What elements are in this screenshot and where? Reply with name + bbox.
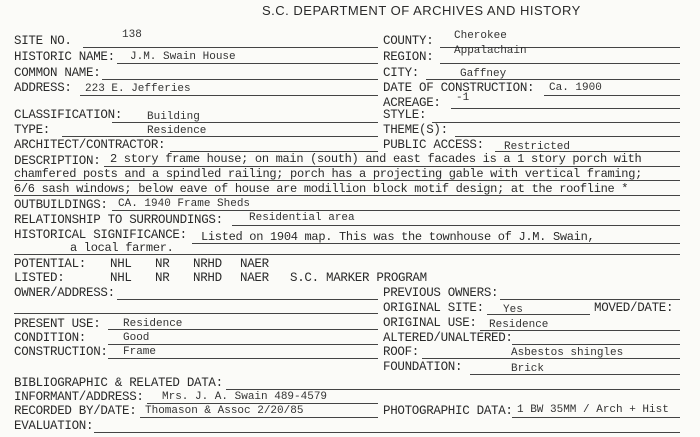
evaluation-label: EVALUATION: [14, 419, 94, 433]
moved-date-label: MOVED/DATE: [594, 301, 674, 315]
site-no-value: 138 [122, 29, 142, 41]
photographic-value: 1 BW 35MM / Arch + Hist [517, 404, 669, 416]
condition-label: CONDITION: [14, 331, 87, 345]
historic-name-label: HISTORIC NAME: [14, 50, 115, 64]
photographic-label: PHOTOGRAPHIC DATA: [383, 404, 513, 418]
county-label: COUNTY: [383, 34, 434, 48]
description-line-3: 6/6 sash windows; below eave of house are modillion block motif design; at the roofline * [14, 182, 629, 196]
address-line [80, 95, 378, 96]
classification-label: CLASSIFICATION: [14, 108, 123, 122]
acreage-value: -1 [456, 92, 470, 104]
roof-value: Asbestos shingles [511, 347, 624, 359]
photographic-line [512, 417, 680, 418]
evaluation-line [94, 432, 680, 433]
date-construction-line [544, 95, 680, 96]
site-no-line [83, 47, 378, 48]
county-value: Cherokee [454, 30, 507, 42]
historic-name-line [117, 63, 378, 64]
informant-line [147, 403, 378, 404]
owner-address-line [117, 299, 378, 300]
outbuildings-line [112, 210, 680, 211]
region-label: REGION: [383, 50, 434, 64]
construction-label: CONSTRUCTION: [14, 345, 108, 359]
common-name-line [102, 79, 378, 80]
recorded-by-label: RECORDED BY/DATE: [14, 404, 137, 418]
original-site-value: Yes [503, 304, 523, 316]
significance-label: HISTORICAL SIGNIFICANCE: [14, 228, 187, 242]
present-use-label: PRESENT USE: [14, 317, 101, 331]
description-rule-3 [14, 195, 680, 196]
condition-value: Good [123, 332, 150, 344]
roof-label: ROOF: [383, 345, 420, 359]
listed-nr[interactable]: NR [155, 271, 170, 285]
themes-label: THEME(S): [383, 123, 448, 137]
owner-address-line-2 [14, 313, 378, 314]
bibliographic-label: BIBLIOGRAPHIC & RELATED DATA: [14, 376, 223, 390]
listed-nrhd[interactable]: NRHD [193, 271, 222, 285]
date-construction-value: Ca. 1900 [549, 82, 602, 94]
previous-owners-line [500, 299, 680, 300]
original-site-label: ORIGINAL SITE: [383, 301, 484, 315]
date-construction-label: DATE OF CONSTRUCTION: [383, 81, 535, 95]
potential-naer[interactable]: NAER [240, 257, 269, 271]
public-access-label: PUBLIC ACCESS: [383, 138, 484, 152]
potential-nrhd[interactable]: NRHD [193, 257, 222, 271]
present-use-line [108, 329, 378, 330]
significance-line-2: a local farmer. [70, 241, 174, 255]
construction-line [108, 358, 378, 359]
roof-line [422, 358, 680, 359]
description-label: DESCRIPTION: [14, 154, 101, 168]
listed-nhl[interactable]: NHL [110, 271, 132, 285]
description-rule-2 [14, 180, 680, 181]
significance-rule-1 [192, 243, 680, 244]
original-use-label: ORIGINAL USE: [383, 316, 477, 330]
previous-owners-label: PREVIOUS OWNERS: [383, 286, 499, 300]
condition-line [108, 344, 378, 345]
address-value: 223 E. Jefferies [85, 83, 191, 95]
significance-line-1: Listed on 1904 map. This was the townhouse of J.M. Swain, [201, 230, 595, 244]
description-line-2: chamfered posts and a spindled railing; porch has a projecting gable with vertical framing; [14, 167, 643, 181]
foundation-label: FOUNDATION: [383, 360, 463, 374]
type-value: Residence [147, 125, 207, 137]
architect-label: ARCHITECT/CONTRACTOR: [14, 138, 166, 152]
potential-nr[interactable]: NR [155, 257, 170, 271]
relationship-value: Residential area [249, 212, 355, 224]
city-label: CITY: [383, 66, 420, 80]
site-no-label: SITE NO. [14, 34, 72, 48]
informant-label: INFORMANT/ADDRESS: [14, 390, 144, 404]
construction-value: Frame [123, 346, 157, 358]
informant-value: Mrs. J. A. Swain 489-4579 [162, 391, 328, 403]
type-label: TYPE: [14, 123, 51, 137]
acreage-label: ACREAGE: [383, 96, 441, 110]
bibliographic-line [226, 389, 680, 390]
foundation-line [470, 374, 680, 375]
recorded-by-line [140, 417, 378, 418]
address-label: ADDRESS: [14, 81, 72, 95]
public-access-value: Restricted [504, 141, 571, 153]
listed-naer[interactable]: NAER [240, 271, 269, 285]
listed-label: LISTED: [14, 271, 65, 285]
style-line [432, 122, 680, 123]
outbuildings-label: OUTBUILDINGS: [14, 198, 108, 212]
original-site-line [487, 314, 590, 315]
significance-rule-2 [14, 254, 680, 255]
altered-line [512, 344, 680, 345]
recorded-by-value: Thomason & Assoc 2/20/85 [145, 405, 304, 417]
region-value: Appalachain [454, 45, 527, 57]
foundation-value: Brick [511, 363, 545, 375]
classification-line [112, 122, 378, 123]
style-label: STYLE: [383, 108, 427, 122]
potential-label: POTENTIAL: [14, 257, 87, 271]
description-line-1: 2 story frame house; on main (south) and east facades is a 1 story porch with [110, 152, 642, 166]
type-line [62, 136, 378, 137]
form-header: S.C. DEPARTMENT OF ARCHIVES AND HISTORY [262, 3, 581, 18]
classification-value: Building [147, 111, 200, 123]
listed-sc-marker[interactable]: S.C. MARKER PROGRAM [290, 271, 427, 285]
original-use-value: Residence [489, 319, 549, 331]
acreage-line [451, 108, 680, 109]
altered-label: ALTERED/UNALTERED: [383, 331, 513, 345]
potential-nhl[interactable]: NHL [110, 257, 132, 271]
outbuildings-value: CA. 1940 Frame Sheds [118, 198, 251, 210]
owner-address-label: OWNER/ADDRESS: [14, 286, 115, 300]
present-use-value: Residence [123, 318, 183, 330]
city-line [426, 79, 680, 80]
relationship-line [232, 225, 680, 226]
city-value: Gaffney [460, 68, 507, 80]
common-name-label: COMMON NAME: [14, 66, 101, 80]
themes-line [455, 136, 680, 137]
region-line [440, 63, 680, 64]
relationship-label: RELATIONSHIP TO SURROUNDINGS: [14, 213, 223, 227]
historic-name-value: J.M. Swain House [130, 51, 236, 63]
